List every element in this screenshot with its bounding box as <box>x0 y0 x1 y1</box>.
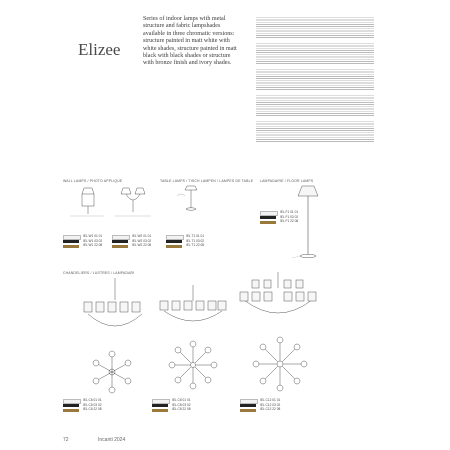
product-table <box>166 234 206 264</box>
code-black: IEL T1 03 02 <box>186 238 205 243</box>
swatch-black <box>166 240 182 243</box>
chandelier-8-plan <box>168 340 218 390</box>
product-floor <box>260 210 300 240</box>
product-chandelier-12 <box>240 398 300 418</box>
chandelier-6-drawing <box>80 278 150 348</box>
swatch-black <box>112 240 128 243</box>
swatch-bronze <box>240 409 256 412</box>
code-black: IEL W2 03 02 <box>132 238 152 243</box>
code-black: IEL C8 03 02 <box>172 402 191 407</box>
section-wall: WALL LAMPS / PHOTO APPLIQUE <box>63 179 123 183</box>
code-bronze: IEL C6 22 08 <box>83 407 102 412</box>
code-list <box>83 234 102 248</box>
code-white: IEL F1 01 01 <box>280 210 299 214</box>
swatch-bronze <box>260 221 276 224</box>
section-table: TABLE LAMPS / TISCH LAMPEN / LAMPES DE TABLE <box>160 179 254 183</box>
code-list <box>132 234 151 248</box>
code-bronze: IEL F1 22 08 <box>280 219 299 224</box>
section-chandeliers: CHANDELIERS / LUSTRES / LAMPADARI <box>63 271 135 275</box>
swatch-black <box>240 404 256 407</box>
swatch-bronze <box>63 245 79 248</box>
page-title: Elizee <box>78 40 121 59</box>
text-block-it <box>256 16 374 38</box>
text-block-es <box>256 120 374 142</box>
code-list <box>83 398 102 412</box>
code-list <box>280 210 298 224</box>
page-number: 72 <box>63 437 69 443</box>
swatch-black <box>260 216 276 219</box>
code-black: IEL C6 03 02 <box>83 402 102 407</box>
product-wall-1 <box>63 234 103 264</box>
code-list <box>172 398 191 412</box>
swatch-bronze <box>166 245 182 248</box>
code-bronze: IEL C8 22 08 <box>172 407 191 412</box>
code-white: IEL W2 01 01 <box>132 234 152 238</box>
chandelier-12-plan <box>252 336 308 392</box>
code-black: IEL F1 03 02 <box>280 214 299 219</box>
table-lamp-drawing <box>175 186 205 226</box>
code-bronze: IEL C12 22 08 <box>260 407 281 412</box>
swatch-bronze <box>112 245 128 248</box>
wall-lamp-2-drawing <box>115 186 155 226</box>
code-bronze: IEL W2 22 08 <box>132 243 152 248</box>
code-black: IEL C12 03 02 <box>260 402 281 407</box>
chandelier-12-drawing <box>238 272 318 332</box>
product-wall-2 <box>112 234 152 264</box>
code-white: IEL C8 01 01 <box>172 398 191 402</box>
code-black: IEL W1 03 02 <box>83 238 103 243</box>
swatch-black <box>63 404 79 407</box>
section-floor: LAMPADAIRE / FLOOR LAMPS <box>260 179 314 183</box>
chandelier-6-plan <box>90 350 134 394</box>
code-bronze: IEL W1 22 08 <box>83 243 103 248</box>
code-bronze: IEL T1 22 08 <box>186 243 205 248</box>
swatch-bronze <box>152 409 168 412</box>
text-block-fr <box>256 68 374 90</box>
code-list <box>186 234 204 248</box>
swatch-black <box>63 240 79 243</box>
wall-lamp-1-drawing <box>70 186 110 226</box>
swatch-black <box>152 404 168 407</box>
code-white: IEL W1 01 01 <box>83 234 103 238</box>
code-white: IEL C6 01 01 <box>83 398 102 402</box>
intro-paragraph: Series of indoor lamps with metal structure and fabric lampshades available in three chromatic versions: structure painted in matt white with white shades, structure painted in matt black with black shades or structure with bronze finish and ivory shades. <box>143 16 237 67</box>
text-block-de <box>256 42 374 64</box>
chandelier-8-drawing <box>158 285 228 335</box>
code-white: IEL C12 01 01 <box>260 398 281 402</box>
product-chandelier-6 <box>63 398 123 418</box>
brand-footer: Incanti 2024 <box>98 437 126 443</box>
swatch-bronze <box>63 409 79 412</box>
text-block-ru <box>256 94 374 116</box>
product-chandelier-8 <box>152 398 212 418</box>
code-white: IEL T1 01 01 <box>186 234 205 238</box>
multilingual-description <box>256 16 374 142</box>
code-list <box>260 398 280 412</box>
